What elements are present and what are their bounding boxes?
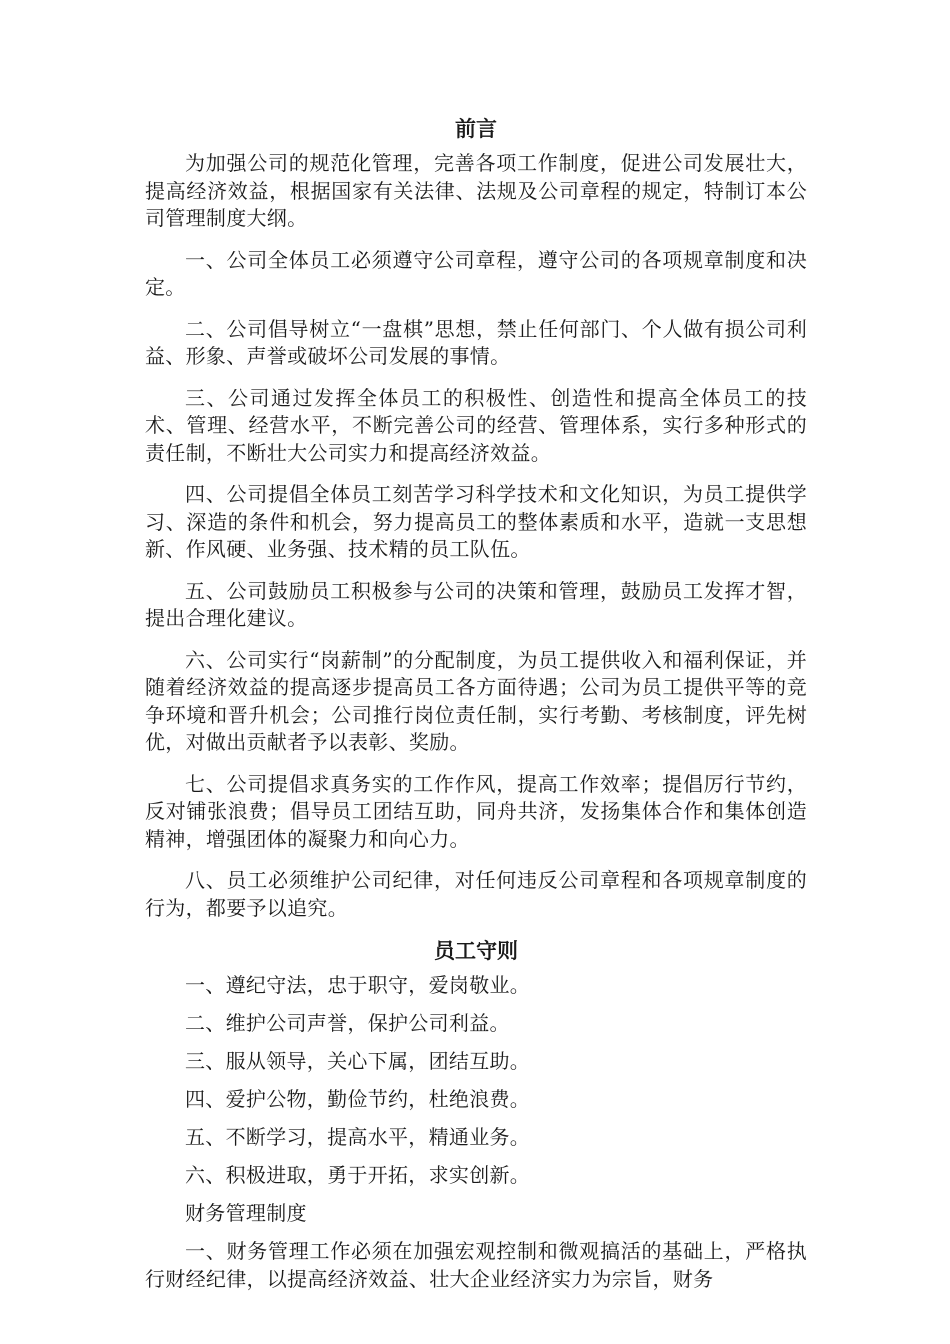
finance-section-title: 财务管理制度 xyxy=(185,1201,307,1225)
rule-item: 二、维护公司声誉，保护公司利益。 xyxy=(185,1011,510,1035)
preface-paragraph: 六、公司实行“岗薪制”的分配制度，为员工提供收入和福利保证，并随着经济效益的提高逐步提高员工各方面待遇；公司为员工提供平等的竞争环境和晋升机会；公司推行岗位责任制，实行考勤、考核制度，评先树优，对做出贡献者予以表彰、奖励。 xyxy=(145,647,807,754)
rule-item: 一、遵纪守法，忠于职守，爱岗敬业。 xyxy=(185,973,531,997)
rule-item: 六、积极进取，勇于开拓，求实创新。 xyxy=(185,1163,531,1187)
rule-item: 五、不断学习，提高水平，精通业务。 xyxy=(185,1125,531,1149)
finance-paragraph: 一、财务管理工作必须在加强宏观控制和微观搞活的基础上，严格执行财经纪律，以提高经济效益、壮大企业经济实力为宗旨，财务 xyxy=(145,1239,807,1291)
preface-paragraph: 四、公司提倡全体员工刻苦学习科学技术和文化知识，为员工提供学习、深造的条件和机会，努力提高员工的整体素质和水平，造就一支思想新、作风硬、业务强、技术精的员工队伍。 xyxy=(145,482,807,561)
rules-title: 员工守则 xyxy=(434,938,518,963)
rule-item: 四、爱护公物，勤俭节约，杜绝浪费。 xyxy=(185,1087,531,1111)
preface-paragraph: 七、公司提倡求真务实的工作作风，提高工作效率；提倡厉行节约，反对铺张浪费；倡导员工团结互助，同舟共济，发扬集体合作和集体创造精神，增强团体的凝聚力和向心力。 xyxy=(145,771,807,851)
preface-paragraph: 一、公司全体员工必须遵守公司章程，遵守公司的各项规章制度和决定。 xyxy=(145,247,807,299)
preface-paragraph: 三、公司通过发挥全体员工的积极性、创造性和提高全体员工的技术、管理、经营水平，不断完善公司的经营、管理体系，实行多种形式的责任制，不断壮大公司实力和提高经济效益。 xyxy=(145,385,807,465)
preface-paragraph: 二、公司倡导树立“一盘棋”思想，禁止任何部门、个人做有损公司利益、形象、声誉或破坏公司发展的事情。 xyxy=(145,316,807,368)
document-page xyxy=(145,114,807,1307)
preface-title: 前言 xyxy=(455,116,497,141)
preface-paragraph: 为加强公司的规范化管理，完善各项工作制度，促进公司发展壮大，提高经济效益，根据国家有关法律、法规及公司章程的规定，特制订本公司管理制度大纲。 xyxy=(145,151,807,230)
preface-paragraph: 八、员工必须维护公司纪律，对任何违反公司章程和各项规章制度的行为，都要予以追究。 xyxy=(145,868,807,920)
rule-item: 三、服从领导，关心下属，团结互助。 xyxy=(185,1049,531,1073)
preface-paragraph: 五、公司鼓励员工积极参与公司的决策和管理，鼓励员工发挥才智，提出合理化建议。 xyxy=(145,578,807,630)
